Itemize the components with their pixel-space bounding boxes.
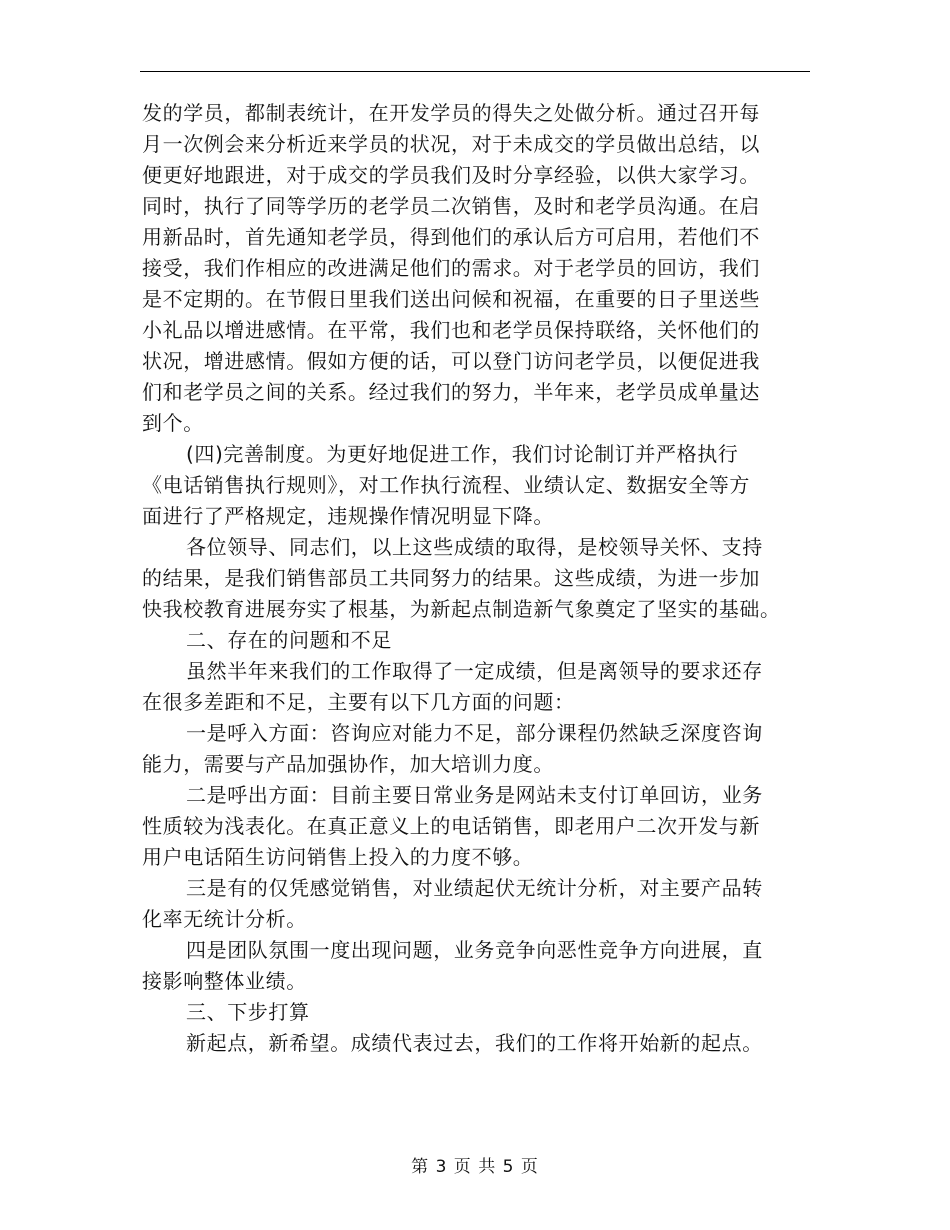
- text-line: 虽然半年来我们的工作取得了一定成绩，但是离领导的要求还存: [186, 659, 763, 683]
- text-line: 用户电话陌生访问销售上投入的力度不够。: [142, 845, 534, 869]
- document-body: [142, 98, 822, 1059]
- text-line: 二是呼出方面：目前主要日常业务是网站未支付订单回访，业务: [186, 783, 763, 807]
- text-line: 新起点，新希望。成绩代表过去，我们的工作将开始新的起点。: [186, 1031, 763, 1055]
- text-line: 四是团队氛围一度出现问题，业务竞争向恶性竞争方向进展，直: [186, 938, 763, 962]
- text-line: 发的学员，都制表统计，在开发学员的得失之处做分析。通过召开每: [142, 101, 760, 125]
- text-line: 便更好地跟进，对于成交的学员我们及时分享经验，以供大家学习。: [142, 163, 760, 187]
- text-line: 《电话销售执行规则》，对工作执行流程、业绩认定、数据安全等方: [142, 473, 750, 497]
- text-line: 二、存在的问题和不足: [186, 628, 392, 652]
- text-line: 能力，需要与产品加强协作，加大培训力度。: [142, 752, 554, 776]
- text-line: 小礼品以增进感情。在平常，我们也和老学员保持联络，关怀他们的: [142, 318, 760, 342]
- text-line: 是不定期的。在节假日里我们送出问候和祝福，在重要的日子里送些: [142, 287, 760, 311]
- text-line: 各位领导、同志们，以上这些成绩的取得，是校领导关怀、支持: [186, 535, 763, 559]
- header-rule: [140, 71, 810, 72]
- text-line: 用新品时，首先通知老学员，得到他们的承认后方可启用，若他们不: [142, 225, 760, 249]
- text-line: 一是呼入方面：咨询应对能力不足，部分课程仍然缺乏深度咨询: [186, 721, 763, 745]
- text-line: 同时，执行了同等学历的老学员二次销售，及时和老学员沟通。在启: [142, 194, 760, 218]
- text-line: 性质较为浅表化。在真正意义上的电话销售，即老用户二次开发与新: [142, 814, 760, 838]
- text-line: 们和老学员之间的关系。经过我们的努力，半年来，老学员成单量达: [142, 380, 760, 404]
- text-line: 接受，我们作相应的改进满足他们的需求。对于老学员的回访，我们: [142, 256, 760, 280]
- text-line: 面进行了严格规定，违规操作情况明显下降。: [142, 504, 554, 528]
- page-footer: 第 3 页 共 5 页: [411, 1157, 539, 1177]
- text-line: 化率无统计分析。: [142, 907, 307, 931]
- text-line: 三、下步打算: [186, 1000, 310, 1024]
- text-line: 的结果，是我们销售部员工共同努力的结果。这些成绩，为进一步加: [142, 566, 760, 590]
- text-line: 状况，增进感情。假如方便的话，可以登门访问老学员，以便促进我: [142, 349, 760, 373]
- text-line: (四)完善制度。为更好地促进工作，我们讨论制订并严格执行: [186, 442, 739, 466]
- text-line: 在很多差距和不足，主要有以下几方面的问题：: [142, 690, 575, 714]
- text-line: 月一次例会来分析近来学员的状况，对于未成交的学员做出总结，以: [142, 132, 760, 156]
- text-line: 到个。: [142, 411, 204, 435]
- text-line: 快我校教育进展夯实了根基，为新起点制造新气象奠定了坚实的基础。: [142, 597, 781, 621]
- text-line: 接影响整体业绩。: [142, 969, 307, 993]
- text-line: 三是有的仅凭感觉销售，对业绩起伏无统计分析，对主要产品转: [186, 876, 763, 900]
